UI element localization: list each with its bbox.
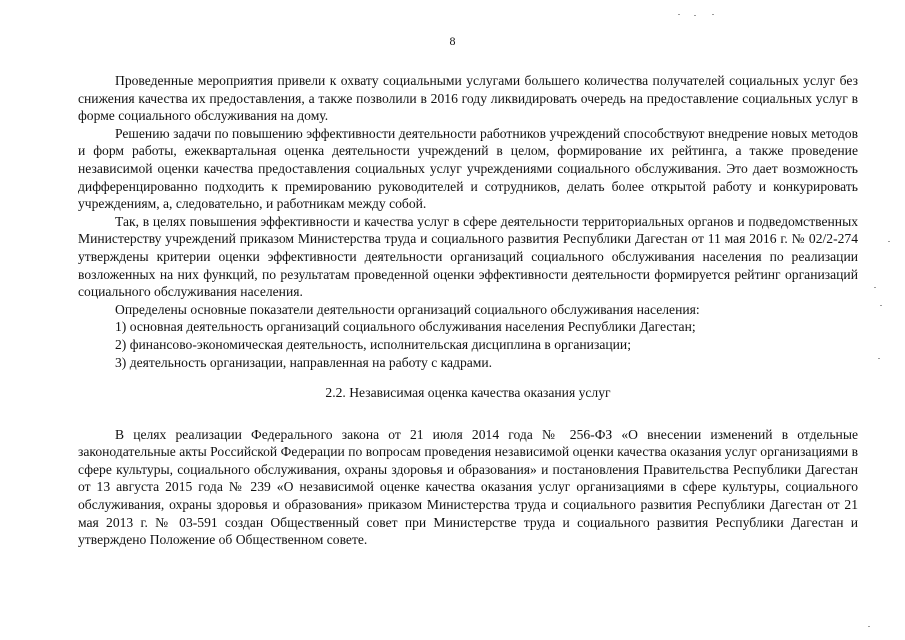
- paragraph-outcomes: Проведенные мероприятия привели к охвату социальными услугами большего количества получателей социальных услуг без снижения качества их предоставления, а также позволили в 2016 году ликвидировать очередь на предоставление социальных услуг в форме социального обслуживания на дому.: [78, 73, 858, 124]
- paragraph-public-council: В целях реализации Федерального закона от 21 июля 2014 года № 256-ФЗ «О внесении изменений в отдельные законодательные акты Российской Федерации по вопросам проведения независимой оценки качества оказания услуг организациями в сфере культуры, социального обслуживания, охраны здоровья и образования» и постановления Правительства Республики Дагестан от 13 августа 2015 года № 239 «О независимой оценке качества оказания услуг организациями в сфере культуры, социального обслуживания, охраны здоровья и образования» приказом Министерства труда и социального развития Республики Дагестан от 21 мая 2013 г. № 03-591 создан Общественный совет при Министерстве труда и социального развития Республики Дагестан и утверждено Положение об Общественном совете.: [78, 426, 858, 548]
- page-number: 8: [449, 34, 456, 48]
- paragraph-indicators-intro: Определены основные показатели деятельности организаций социального обслуживания населения:: [115, 301, 700, 317]
- list-item: 1) основная деятельность организаций социального обслуживания населения Республики Дагестан;: [115, 319, 696, 335]
- document-body: [78, 72, 858, 549]
- paragraph-efficiency: Решению задачи по повышению эффективности деятельности работников учреждений способствуют внедрение новых методов и форм работы, ежеквартальная оценка деятельности учреждений в целом, формирование их рейтинга, а также проведение независимой оценки качества предоставления социальных услуг учреждениями социального обслуживания. Это дает возможность дифференцированно подходить к премированию руководителей и сотрудников, делать более открытой работу и конкурировать учреждениям, а, следовательно, и работникам между собой.: [78, 125, 858, 212]
- list-item: 3) деятельность организации, направленная на работу с кадрами.: [115, 354, 493, 370]
- list-item: 2) финансово-экономическая деятельность, исполнительская дисциплина в организации;: [115, 336, 631, 352]
- section-heading: 2.2. Независимая оценка качества оказания услуг: [325, 385, 611, 401]
- paragraph-criteria: Так, в целях повышения эффективности и качества услуг в сфере деятельности территориальных органов и подведомственных Министерству учреждений приказом Министерства труда и социального развития Республики Дагестан от 11 мая 2016 г. № 02/2-274 утверждены критерии оценки эффективности деятельности организаций социального обслуживания населения по реализации возложенных на них функций, по результатам проведенной оценки эффективности деятельности формируется рейтинг организаций социального обслуживания населения.: [78, 213, 858, 300]
